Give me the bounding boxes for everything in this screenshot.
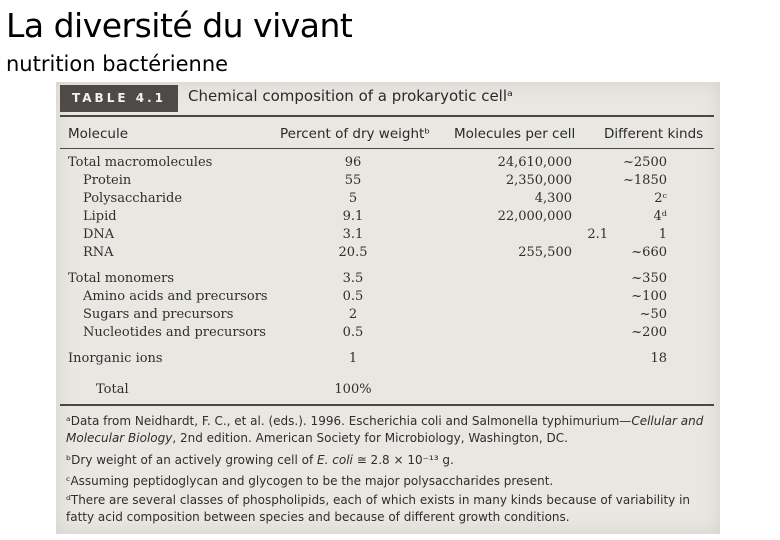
cell-kinds: ~1850 (623, 173, 667, 188)
cell-per-cell: 22,000,000 (497, 209, 572, 224)
footnote-a-prefix: ᵃData from Neidhardt, F. C., et al. (eds.). 1996. Escherichia coli and Salmonella typhimurium— (66, 414, 632, 428)
cell-kinds: 18 (650, 351, 667, 366)
footnote-c: ᶜAssuming peptidoglycan and glycogen to be the major polysaccharides present. (66, 474, 554, 488)
footnote-d-cont: fatty acid composition between species and because of different growth conditions. (66, 510, 570, 524)
cell-kinds: ~100 (631, 289, 667, 304)
footnote-a-italic2: Molecular Biology (66, 431, 173, 445)
slide-subtitle: nutrition bactérienne (6, 52, 229, 76)
cell-kinds: ~200 (631, 325, 667, 340)
table-row (56, 209, 720, 227)
cell-molecule: Amino acids and precursors (83, 289, 268, 304)
footnote-d: ᵈThere are several classes of phospholipids, each of which exists in many kinds because of variability in (66, 493, 691, 507)
table-row (56, 173, 720, 191)
table-row (56, 191, 720, 209)
cell-molecule: RNA (83, 245, 114, 260)
cell-molecule: Lipid (83, 209, 117, 224)
cell-per-cell: 24,610,000 (497, 155, 572, 170)
cell-per-cell: 2.1 (587, 227, 608, 242)
table-row (56, 271, 720, 289)
cell-molecule: Sugars and precursors (83, 307, 234, 322)
cell-percent: 9.1 (342, 209, 364, 224)
cell-percent: 0.5 (342, 325, 364, 340)
cell-molecule: Protein (83, 173, 132, 188)
table-row (56, 351, 720, 369)
footnote-a (66, 413, 712, 430)
cell-percent: 5 (348, 191, 358, 206)
table-row (56, 155, 720, 173)
footnote-a-italic1: Cellular and (631, 414, 704, 428)
cell-percent: 3.5 (342, 271, 364, 286)
cell-percent: 2 (348, 307, 358, 322)
header-rule (60, 148, 714, 149)
header-percent: Percent of dry weightᵇ (280, 126, 431, 142)
footnote-a-cont (66, 430, 712, 447)
header-molecule: Molecule (68, 126, 128, 142)
cell-per-cell: 255,500 (518, 245, 572, 260)
cell-percent: 3.1 (342, 227, 364, 242)
cell-molecule: Total monomers (68, 271, 175, 286)
table-label: TABLE 4.1 (60, 85, 178, 112)
table-row (56, 227, 720, 245)
cell-molecule: DNA (83, 227, 115, 242)
cell-percent: 20.5 (338, 245, 368, 260)
cell-kinds: 1 (658, 227, 667, 242)
slide-title: La diversité du vivant (6, 6, 353, 45)
cell-molecule: Nucleotides and precursors (83, 325, 266, 340)
cell-percent: 96 (344, 155, 362, 170)
table-row (56, 382, 720, 400)
footnote-a-suffix: , 2nd edition. American Society for Microbiology, Washington, DC. (172, 431, 568, 445)
cell-percent: 100% (334, 382, 372, 397)
header-kinds: Different kinds (604, 126, 704, 142)
cell-kinds: ~2500 (623, 155, 667, 170)
cell-molecule: Total (96, 382, 129, 397)
cell-percent: 55 (344, 173, 362, 188)
footnote-b (66, 452, 712, 469)
table-row (56, 289, 720, 307)
cell-percent: 0.5 (342, 289, 364, 304)
table-caption: Chemical composition of a prokaryotic cellᵃ (188, 87, 513, 105)
cell-per-cell: 2,350,000 (505, 173, 572, 188)
cell-molecule: Inorganic ions (68, 351, 163, 366)
table-row (56, 245, 720, 263)
cell-molecule: Polysaccharide (83, 191, 183, 206)
bottom-rule (60, 404, 714, 406)
footnote-b-suffix: ≅ 2.8 × 10⁻¹³ g. (352, 453, 454, 467)
cell-molecule: Total macromolecules (68, 155, 213, 170)
footnote-b-italic: E. coli (317, 453, 353, 467)
cell-kinds: 2ᶜ (654, 191, 667, 206)
cell-kinds: ~50 (639, 307, 667, 322)
cell-kinds: ~350 (631, 271, 667, 286)
footnote-b-prefix: ᵇDry weight of an actively growing cell of (66, 453, 318, 467)
cell-kinds: ~660 (631, 245, 667, 260)
top-rule (60, 115, 714, 117)
cell-per-cell: 4,300 (534, 191, 572, 206)
header-per-cell: Molecules per cell (454, 126, 576, 142)
cell-percent: 1 (348, 351, 358, 366)
cell-kinds: 4ᵈ (653, 209, 667, 224)
table-row (56, 325, 720, 343)
table-scan (56, 82, 720, 534)
table-row (56, 307, 720, 325)
